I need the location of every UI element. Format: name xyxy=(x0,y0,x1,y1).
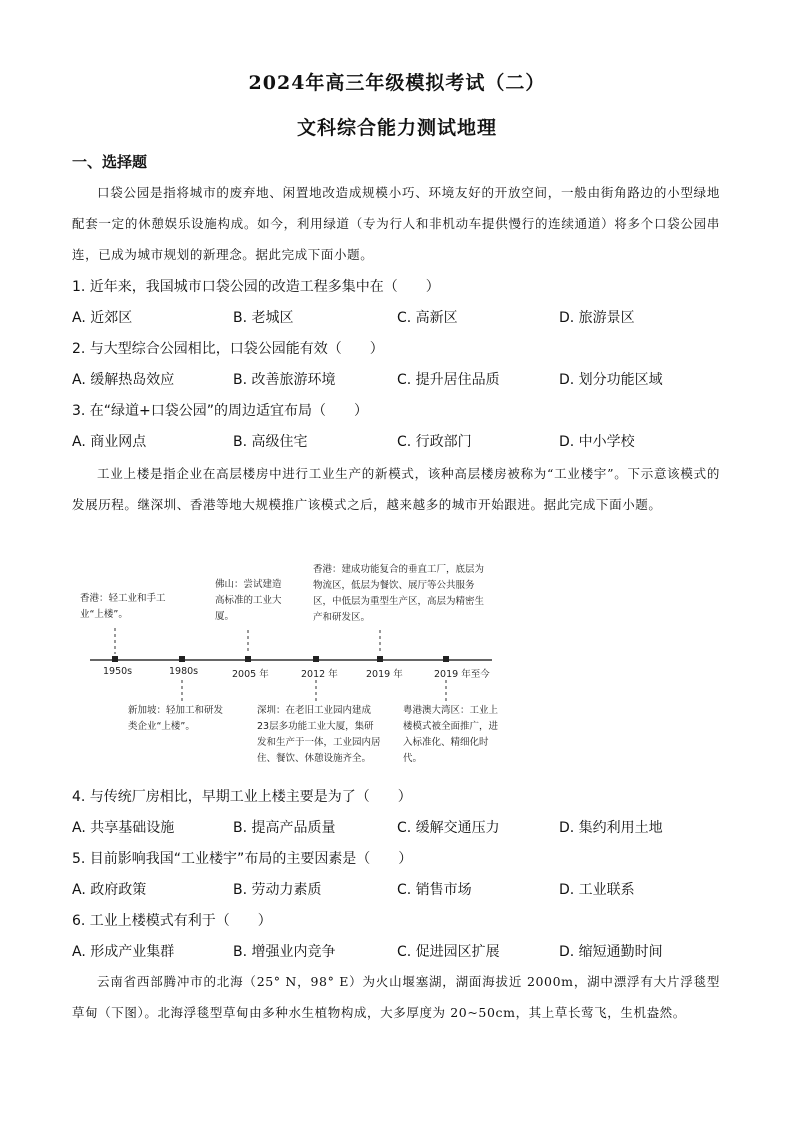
year-label-2019-now: 2019 年至今 xyxy=(434,669,490,680)
tick-2019-now xyxy=(443,656,449,662)
q3-option-a: A. 商业网点 xyxy=(72,434,147,450)
q5-option-c: C. 销售市场 xyxy=(397,882,472,898)
q3-option-c: C. 行政部门 xyxy=(397,434,472,450)
passage-3: 云南省西部腾冲市的北海（25° N，98° E）为火山堰塞湖，湖面海拔近 2000m，湖中漂浮有大片浮毯型草甸（下图）。北海浮毯型草甸由多种水生植物构成，大多厚度为 20~50cm，其上草长莺飞，生机盎然。 xyxy=(72,974,720,1020)
q2-option-d: D. 划分功能区域 xyxy=(559,372,663,388)
question-5: 5. 目前影响我国“工业楼宇”布局的主要因素是（ ） xyxy=(72,851,413,867)
timeline-event-2019: 香港：建成功能复合的垂直工厂，底层为物流区，低层为餐饮、展厅等公共服务区，中低层为重型生产区，高层为精密生产和研发区。 xyxy=(313,564,485,623)
q4-option-d: D. 集约利用土地 xyxy=(559,820,663,836)
q6-option-d: D. 缩短通勤时间 xyxy=(559,944,663,960)
year-label-2005: 2005 年 xyxy=(232,669,269,680)
passage-2: 工业上楼是指企业在高层楼房中进行工业生产的新模式，该种高层楼房被称为“工业楼宇”。下示意该模式的发展历程。继深圳、香港等地大规模推广该模式之后，越来越多的城市开始跟进。据此完成下面小题。 xyxy=(72,466,720,512)
q5-option-a: A. 政府政策 xyxy=(72,882,147,898)
q2-option-b: B. 改善旅游环境 xyxy=(233,372,336,388)
q5-option-d: D. 工业联系 xyxy=(559,882,635,898)
year-label-1950s: 1950s xyxy=(103,666,133,677)
timeline-event-2012: 深圳：在老旧工业园内建成23层多功能工业大厦，集研发和生产于一体，工业园内居住、餐饮、休憩设施齐全。 xyxy=(257,705,381,764)
q1-option-c: C. 高新区 xyxy=(397,310,458,326)
page-title: 2024年高三年级模拟考试（二） xyxy=(248,72,546,94)
q2-option-c: C. 提升居住品质 xyxy=(397,372,500,388)
year-label-2012: 2012 年 xyxy=(301,669,338,680)
passage-1: 口袋公园是指将城市的废弃地、闲置地改造成规模小巧、环境友好的开放空间，一般由街角路边的小型绿地配套一定的休憩娱乐设施构成。如今，利用绿道（专为行人和非机动车提供慢行的连续通道）将多个口袋公园串连，已成为城市规划的新理念。据此完成下面小题。 xyxy=(72,185,720,262)
timeline-event-2005: 佛山：尝试建造高标准的工业大厦。 xyxy=(215,579,282,622)
page-subtitle: 文科综合能力测试地理 xyxy=(296,117,497,139)
q1-option-b: B. 老城区 xyxy=(233,310,294,326)
timeline-event-1950s: 香港：轻工业和手工业“上楼”。 xyxy=(80,593,166,620)
q3-option-b: B. 高级住宅 xyxy=(233,434,308,450)
year-label-1980s: 1980s xyxy=(169,666,199,677)
q4-option-c: C. 缓解交通压力 xyxy=(397,820,500,836)
section-heading: 一、选择题 xyxy=(72,153,148,171)
q6-option-b: B. 增强业内竞争 xyxy=(233,944,336,960)
timeline-connectors xyxy=(115,628,446,702)
q1-option-d: D. 旅游景区 xyxy=(559,310,635,326)
question-2: 2. 与大型综合公园相比，口袋公园能有效（ ） xyxy=(72,341,384,357)
q6-option-c: C. 促进园区扩展 xyxy=(397,944,500,960)
question-4: 4. 与传统厂房相比，早期工业上楼主要是为了（ ） xyxy=(72,789,412,805)
q1-option-a: A. 近郊区 xyxy=(72,310,133,326)
tick-2019 xyxy=(377,656,383,662)
timeline-event-1980s: 新加坡：轻加工和研发类企业“上楼”。 xyxy=(128,705,224,732)
q6-option-a: A. 形成产业集群 xyxy=(72,944,175,960)
question-6: 6. 工业上楼模式有利于（ ） xyxy=(72,913,272,929)
tick-1980s xyxy=(179,656,185,662)
question-3: 3. 在“绿道+口袋公园”的周边适宜布局（ ） xyxy=(72,403,369,419)
q4-option-a: A. 共享基础设施 xyxy=(72,820,175,836)
tick-2005 xyxy=(245,656,251,662)
tick-2012 xyxy=(313,656,319,662)
q2-option-a: A. 缓解热岛效应 xyxy=(72,372,175,388)
q5-option-b: B. 劳动力素质 xyxy=(233,882,322,898)
timeline-event-2019-now: 粤港澳大湾区：工业上楼模式被全面推广，进入标准化、精细化时代。 xyxy=(403,705,499,764)
q3-option-d: D. 中小学校 xyxy=(559,434,635,450)
timeline-ticks xyxy=(112,656,449,662)
question-1: 1. 近年来，我国城市口袋公园的改造工程多集中在（ ） xyxy=(72,279,440,295)
tick-1950s xyxy=(112,656,118,662)
q4-option-b: B. 提高产品质量 xyxy=(233,820,336,836)
year-label-2019: 2019 年 xyxy=(366,669,403,680)
